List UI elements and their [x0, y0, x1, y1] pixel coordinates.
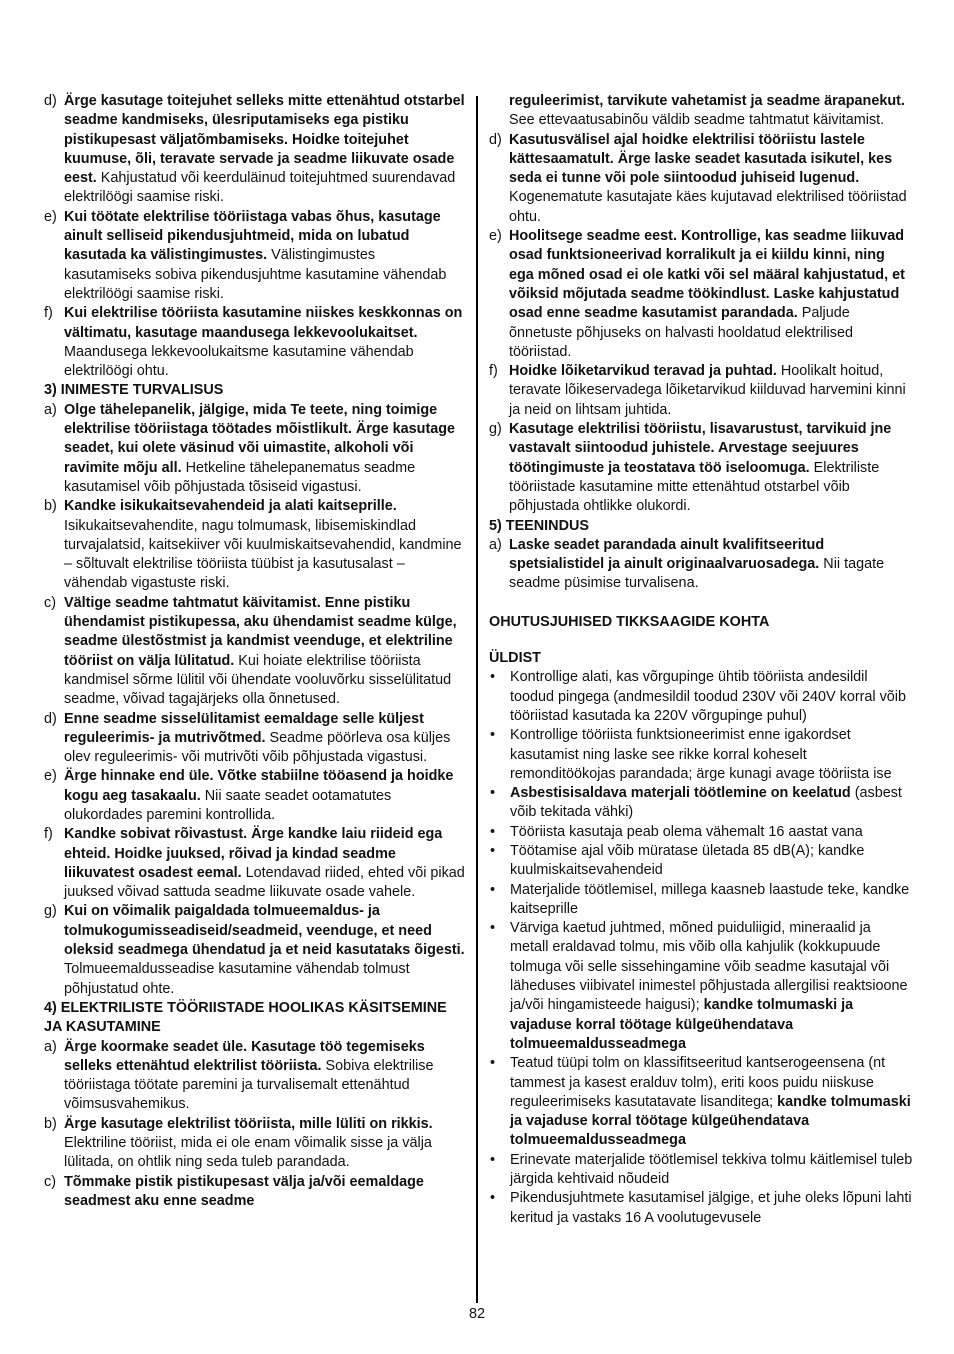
item-bold-text: Vältige seadme tahtmatut käivitamist. Enne pistiku ühendamist pistikupessa, aku ühendamist seadme külge, seadme ülestõstmist ja kandmist veenduge, et elektriline tööriist on välja lülitatud.: [64, 594, 457, 669]
item-text: Seadme pöörleva osa küljes olev reguleerimis- või mutrivõti võib põhjustada vigastusi.: [64, 729, 451, 766]
list-item: [489, 420, 913, 516]
item-text: Lotendavad riided, ehted või pikad juuksed võivad sattuda seadme liikuvate osade vahele.: [64, 864, 465, 901]
item-bold-text: Kasutage elektrilisi tööriistu, lisavarustust, tarvikuid jne vastavalt siintoodud juhistele. Arvestage seejuures töötingimuste ja teostatava töö iseloomuga.: [509, 421, 892, 476]
item-text: Kogenematute kasutajate käes kujutavad elektrilised tööriistad ohtu.: [509, 189, 907, 225]
item-text: Kui hoiate elektrilise tööriista kandmisel sõrme lülitil või ühendate vooluvõrku sisselülitatud seadme, võivad tagajärjeks olla õnnetused.: [64, 652, 452, 708]
item-text: Töötamise ajal võib müratase ületada 85 dB(A); kandke kuulmiskaitsevahendeid: [510, 842, 865, 879]
item-text: Värviga kaetud juhtmed, mõned puiduliigid, mineraalid ja metall eraldavad tolmu, mis võib olla kahjulik (kokkupuude tolmuga või selle sissehingamine võib seadme kasutajal või läheduses viibivatel inimestel põhjustada allergilisi reaktsioone ja/või hingamisteede haigusi);: [510, 920, 908, 1014]
list-item: [44, 902, 466, 998]
bullet-item: [489, 1054, 913, 1150]
bullet-item: [489, 881, 913, 920]
section-heading: OHUTUSJUHISED TIKKSAAGIDE KOHTA: [489, 613, 770, 630]
item-label: d): [44, 93, 57, 109]
item-text: Hoolikalt hoitud, teravate lõikeservadega lõiketarvikud kiilduvad harvemini kinni ja neid on lihtsam juhtida.: [509, 363, 906, 418]
item-text: Nii tagate seadme püsimise turvalisena.: [509, 556, 885, 592]
item-label: f): [44, 826, 53, 843]
item-bold-text: Laske seadet parandada ainult kvalifitseeritud spetsialistidel ja ainult originaalvaruosadega.: [509, 536, 825, 573]
item-bold-text: Kandke sobivat rõivastust. Ärge kandke laiu riideid ega ehteid. Hoidke juuksed, rõivad ja kindad seadme liikuvatest osadest eemal.: [64, 826, 443, 881]
list-item: [44, 401, 466, 497]
item-bold-text: Ärge koormake seadet üle. Kasutage töö tegemiseks selleks ettenähtud elektrilist tööriista.: [64, 1038, 425, 1074]
list-item: [44, 710, 466, 768]
list-item: [489, 362, 913, 420]
list-item: [44, 1115, 466, 1173]
list-item: [44, 92, 466, 208]
bullet-mark: •: [490, 881, 496, 898]
item-text: Isikukaitsevahendite, nagu tolmumask, libisemiskindlad turvajalatsid, kaitsekiiver või kuulmiskaitsevahendid, kandmine – sõltuvalt elektrilise tööriista tüübist ja kasutusalast – vähendab vigastuste riski.: [64, 517, 462, 592]
bullet-mark: •: [490, 823, 496, 840]
item-label: b): [44, 1115, 57, 1132]
bullet-mark: •: [490, 920, 496, 937]
bullet-item: [489, 1189, 913, 1228]
bullet-mark: •: [490, 1055, 496, 1072]
item-text: See ettevaatusabinõu väldib seadme tahtmatut käivitamist.: [509, 112, 885, 129]
bullet-mark: •: [490, 727, 496, 744]
item-label: f): [44, 305, 53, 322]
item-label: d): [44, 710, 57, 727]
list-item: [44, 767, 466, 825]
item-text: Erinevate materjalide töötlemisel tekkiva tolmu käitlemisel tuleb järgida kehtivaid nõudeid: [510, 1151, 913, 1188]
list-item: [44, 208, 466, 304]
bullet-item: [489, 726, 913, 784]
item-text: Materjalide töötlemisel, millega kaasneb laastude teke, kandke kaitseprille: [510, 881, 910, 917]
section-heading: 4) ELEKTRILISTE TÖÖRIISTADE HOOLIKAS KÄSITSEMINE JA KASUTAMINE: [44, 999, 447, 1036]
bullet-mark: •: [490, 842, 496, 859]
item-bold-text: Ärge hinnake end üle. Võtke stabiilne tööasend ja hoidke kogu aeg tasakaalu.: [64, 768, 454, 804]
bullet-item: [489, 842, 913, 881]
item-bold-text: Hoolitsege seadme eest. Kontrollige, kas seadme liikuvad osad funktsioneerivad korralikult ja ei kiildu kinni, ning ega mõned osad ei ole katki või sel määral kahjustatud, et võiksid mõjutada seadme töökindlust. Laske kahjustatud osad enne seadme kasutamist parandada.: [509, 228, 905, 322]
list-item: [489, 131, 913, 227]
left-column: [44, 92, 466, 1211]
item-bold-text: Kui elektrilise tööriista kasutamine niiskes keskkonnas on vältimatu, kasutage maandusega lekkevoolukaitset.: [64, 305, 463, 341]
item-bold-text: Kandke isikukaitsevahendeid ja alati kaitseprille.: [64, 498, 397, 515]
bullet-item: [489, 668, 913, 726]
item-bold-text: Olge tähelepanelik, jälgige, mida Te teete, ning toimige elektrilise tööriistaga töötades mõistlikult. Ärge kasutage seadet, kui olete väsinud või uimastite, alkoholi või ravimite mõju all.: [64, 401, 456, 476]
item-label: d): [489, 131, 502, 148]
item-bold-text: Kasutusvälisel ajal hoidke elektrilisi tööriistu lastele kättesaamatult. Ärge laske seadet kasutada isikutel, kes seda ei tunne või pole siintoodud juhiseid lugenud.: [509, 131, 893, 187]
item-bold-text: Tõmmake pistik pistikupesast välja ja/või eemaldage seadmest aku enne seadme: [64, 1173, 424, 1209]
section-heading: 3) INIMESTE TURVALISUS: [44, 382, 224, 399]
bullet-item: [489, 1151, 913, 1190]
section-heading: 5) TEENINDUS: [489, 517, 589, 534]
item-text: Elektriline tööriist, mida ei ole enam võimalik sisse ja välja lülitada, on ohtlik ning seda tuleb parandada.: [64, 1135, 432, 1171]
item-bold-text: reguleerimist, tarvikute vahetamist ja seadme ärapanekut.: [509, 93, 905, 109]
item-text: Kontrollige alati, kas võrgupinge ühtib tööriista andesildil toodud pingega (andmesildil toodud 230V või 240V korral võib tööriistad kasutada ka 220V võrgupinge puhul): [510, 669, 907, 724]
item-text: Kahjustatud või keerduläinud toitejuhtmed suurendavad elektrilöögi saamise riski.: [64, 170, 456, 206]
item-text: Teatud tüüpi tolm on klassifitseeritud kantserogeensena (nt tammest ja kasest eralduv tolm), eriti koos puidu niiskuse reguleerimiseks kasutatavate lisanditega;: [510, 1055, 886, 1110]
item-text: Pikendusjuhtmete kasutamisel jälgige, et juhe oleks lõpuni lahti keritud ja vastaks 16 A voolutugevusele: [510, 1190, 912, 1226]
column-divider: [476, 96, 478, 1303]
item-label: a): [44, 1038, 57, 1055]
item-text: Välistingimustes kasutamiseks sobiva pikendusjuhtme kasutamine vähendab elektrilöögi saamise riski.: [64, 247, 447, 302]
item-text: Paljude õnnetuste põhjuseks on halvasti hooldatud elektrilised tööriistad.: [509, 305, 854, 360]
item-label: c): [44, 1173, 56, 1190]
item-bold-text: Ärge kasutage elektrilist tööriista, mille lüliti on rikkis.: [64, 1115, 433, 1132]
item-label: e): [44, 768, 57, 785]
bullet-mark: •: [490, 1151, 496, 1168]
item-bold-text: Asbestisisaldava materjali töötlemine on keelatud: [510, 785, 851, 802]
list-item: [489, 536, 913, 594]
item-text: Maandusega lekkevoolukaitsme kasutamine vähendab elektrilöögi ohtu.: [64, 343, 414, 380]
list-item: [44, 1173, 466, 1212]
list-item: [489, 227, 913, 362]
item-text: Hetkeline tähelepanematus seadme kasutamisel võib põhjustada tõsiseid vigastusi.: [64, 459, 416, 495]
item-text: Kontrollige tööriista funktsioneerimist enne igakordset kasutamist ning laske see rikke korral koheselt remonditöökojas parandada; ärge kunagi avage tööriista ise: [510, 727, 892, 782]
item-text: Nii saate seadet ootamatutes olukordades paremini kontrollida.: [64, 787, 392, 823]
item-label: a): [44, 401, 57, 418]
bullet-item: [489, 784, 913, 823]
bullet-mark: •: [490, 1190, 496, 1207]
item-text: (asbest võib tekitada vähki): [510, 785, 902, 821]
item-text: Tolmueemaldusseadise kasutamine vähendab tolmust põhjustatud ohte.: [64, 961, 410, 997]
item-text: Elektriliste tööriistade kasutamine mitte ettenähtud otstarbel võib põhjustada ohtlikke olukordi.: [509, 459, 880, 515]
list-item: [44, 594, 466, 710]
item-bold-text: Kui töötate elektrilise tööriistaga vabas õhus, kasutage ainult selliseid pikendusjuhtmeid, mida on lubatud kasutada ka välistingimustes.: [64, 208, 441, 264]
item-label: g): [489, 421, 502, 438]
list-item: [44, 497, 466, 593]
right-column: [489, 92, 913, 1228]
list-item: [44, 825, 466, 902]
item-bold-text: kandke tolmumaski ja vajaduse korral töötage külgeühendatava tolmueemaldusseadmega: [510, 1093, 911, 1149]
item-label: f): [489, 363, 498, 380]
item-label: b): [44, 498, 57, 515]
item-label: c): [44, 594, 56, 611]
page-number: 82: [468, 1306, 485, 1322]
bullet-item: [489, 823, 913, 842]
bullet-mark: •: [490, 785, 496, 802]
item-bold-text: Ärge kasutage toitejuhet selleks mitte ettenähtud otstarbel seadme kandmiseks, ülesriputamiseks ega pistiku pistikupesast väljatõmbamiseks. Hoidke toitejuhet kuumuse, õli, teravate servade ja seadme liikuvate osade eest.: [64, 93, 465, 187]
item-label: a): [489, 536, 502, 553]
item-bold-text: kandke tolmumaski ja vajaduse korral töötage külgeühendatava tolmueemaldusseadmega: [510, 997, 854, 1052]
continued-item: [489, 92, 913, 131]
bullet-mark: •: [490, 669, 496, 686]
list-item: [44, 1038, 466, 1115]
section-heading: ÜLDIST: [489, 650, 541, 667]
item-label: e): [44, 208, 57, 225]
list-item: [44, 304, 466, 381]
bullet-item: [489, 919, 913, 1054]
item-text: Sobiva elektrilise tööriistaga töötate paremini ja turvalisemalt ettenähtud võimsusvahemikus.: [64, 1057, 434, 1113]
item-bold-text: Enne seadme sisselülitamist eemaldage selle küljest reguleerimis- ja mutrivõtmed.: [64, 710, 424, 746]
item-bold-text: Kui on võimalik paigaldada tolmueemaldus- ja tolmukogumisseadiseid/seadmeid, veenduge, et need oleksid seadmega ühendatud ja et neid kasutataks õigesti.: [64, 903, 465, 959]
item-label: g): [44, 903, 57, 920]
item-text: Tööriista kasutaja peab olema vähemalt 16 aastat vana: [510, 823, 863, 840]
item-bold-text: Hoidke lõiketarvikud teravad ja puhtad.: [509, 363, 777, 380]
item-label: e): [489, 228, 502, 245]
